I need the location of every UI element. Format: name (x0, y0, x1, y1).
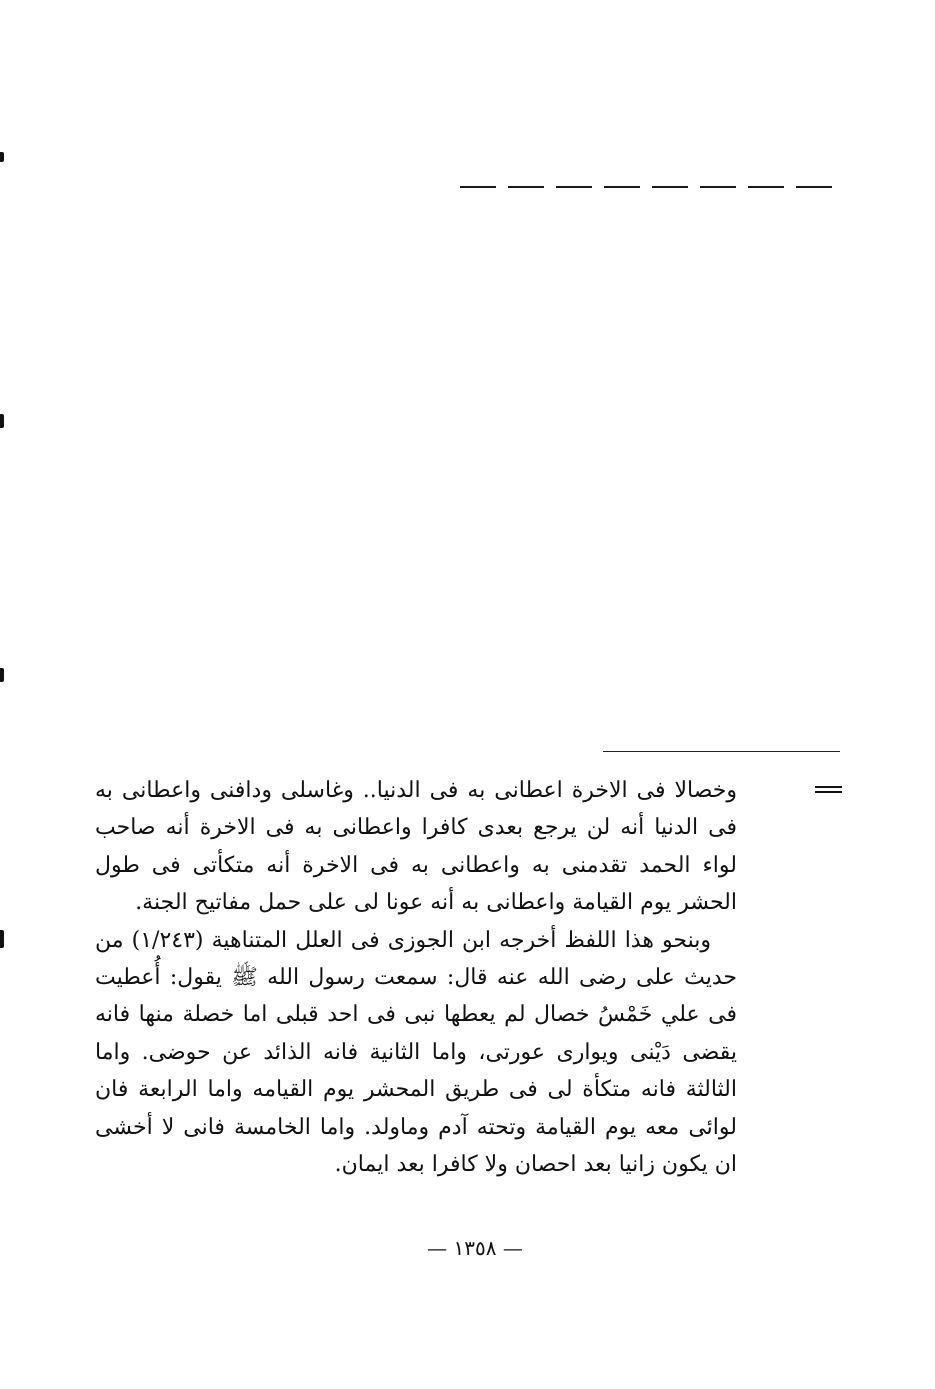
binding-mark (0, 414, 4, 428)
footnote-rule (603, 751, 840, 752)
dash (508, 186, 544, 188)
dash (796, 186, 832, 188)
separator-dashes (460, 186, 832, 190)
dash (556, 186, 592, 188)
continuation-bar (815, 791, 842, 793)
continuation-bar (815, 786, 842, 788)
footnote-paragraph: وخصالا فى الاخرة اعطانى به فى الدنيا.. وغاسلى ودافنى واعطانى به فى الدنيا أنه لن يرجع بعدى كافرا واعطانى به فى الاخرة أنه صاحب لواء الحمد تقدمنى به واعطانى به فى الاخرة أنه متكأتى فى طول الحشر يوم القيامة واعطانى به أنه عونا لى على حمل مفاتيح الجنة. (95, 778, 737, 916)
dash (748, 186, 784, 188)
dash (460, 186, 496, 188)
footnote-paragraph: وبنحو هذا اللفظ أخرجه ابن الجوزى فى العلل المتناهية (١/٢٤٣) من حديث على رضى الله عنه قال: سمعت رسول الله ﷺ يقول: أُعطيت فى علي خَمْسُ خصال لم يعطها نبى فى احد قبلى اما خصلة منها فانه يقضى دَيْنى ويوارى عورتى، واما الثانية فانه الذائد عن حوضى. واما الثالثة فانه متكأة لى فى طريق المحشر يوم القيامه واما الرابعة فان لوائى معه يوم القيامة وتحته آدم وماولد. واما الخامسة فانى لا أخشى ان يكون زانيا بعد احصان ولا كافرا بعد ايمان. (95, 927, 737, 1178)
binding-mark (0, 930, 4, 948)
dash (700, 186, 736, 188)
continuation-mark (815, 783, 842, 796)
page-number: — ١٣٥٨ — (427, 1236, 523, 1260)
binding-mark (0, 152, 4, 162)
binding-mark (0, 668, 4, 682)
footnote-text (95, 772, 737, 1183)
dash (604, 186, 640, 188)
dash (652, 186, 688, 188)
